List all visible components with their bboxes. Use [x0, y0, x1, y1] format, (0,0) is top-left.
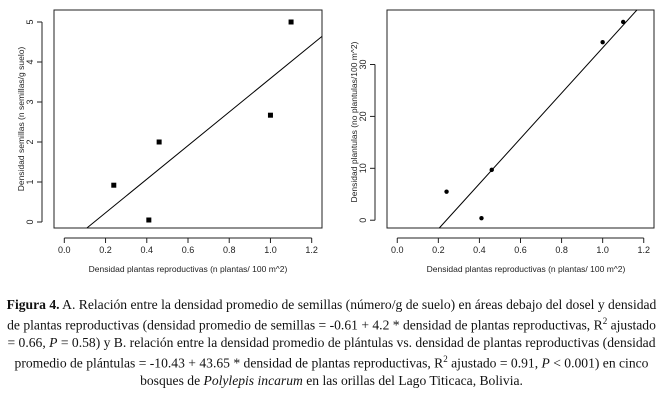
panel-a-data-point	[111, 183, 116, 188]
panel-b-x-tick-label: 0.4	[473, 245, 486, 255]
panel-a-x-tick-label: 1.0	[264, 245, 277, 255]
panel-a-x-axis-label: Densidad plantas reproductivas (n plantas/ 100 m^2)	[88, 264, 288, 274]
caption-label: Figura 4.	[6, 297, 60, 312]
panel-b-y-tick-label: 10	[358, 163, 368, 174]
panel-a-plot-box	[54, 10, 322, 228]
panel-b-y-tick-label: 30	[358, 59, 368, 70]
panel-b-x-tick-label: 0.8	[555, 245, 568, 255]
panel-b-y-tick-label: 20	[358, 111, 368, 122]
panel-a-data-point	[289, 20, 294, 25]
panel-a-y-tick-label: 3	[25, 99, 35, 105]
panel-a-x-tick-label: 1.2	[305, 245, 318, 255]
panel-b-data-point	[479, 216, 483, 220]
panel-a-fit	[87, 36, 322, 228]
panel-a-x-axis	[58, 238, 318, 255]
caption-text-1: A. Relación entre la densidad promedio de semillas (número/g de suelo) en áreas debajo del dosel y densidad de plantas reproductivas (densidad promedio de semillas = -0.61 + 4.2 * densidad de plantas reproductivas, R	[7, 297, 657, 333]
caption-species: Polylepis incarum	[203, 372, 303, 388]
panel-a-data-point	[157, 140, 162, 145]
panel-b-x-tick-label: 0.0	[391, 245, 404, 255]
panel-a-y-axis	[25, 19, 42, 224]
panel-a-x-tick-label: 0.6	[181, 245, 195, 255]
panel-a-x-tick-label: 0.8	[222, 245, 236, 255]
panel-b-data-point	[600, 40, 604, 44]
panel-b-x-tick-label: 0.2	[432, 245, 445, 255]
caption-sup-1: 2	[602, 316, 608, 327]
panel-b-x-tick-label: 1.0	[596, 245, 609, 255]
panel-a-y-tick-label: 2	[25, 139, 35, 145]
caption-sup-2: 2	[443, 354, 448, 365]
panel-a-y-tick-label: 4	[25, 59, 35, 65]
panel-a-x-tick-label: 0.2	[99, 245, 112, 255]
caption-text-4: ajustado = 0.91,	[447, 355, 542, 371]
caption-p-1: P	[49, 334, 58, 350]
panel-b-y-tick-label: 0	[358, 217, 368, 223]
panel-a-points	[111, 20, 293, 223]
panel-b-x-axis	[391, 238, 650, 255]
panel-a-y-tick-label: 1	[25, 179, 35, 185]
caption-text-5: < 0.001) en cinco bosques de	[140, 355, 649, 388]
panel-a-x-tick-label: 0.4	[140, 245, 154, 255]
panel-a-x-tick-label: 0.0	[58, 245, 71, 255]
panel-b-regression-line	[439, 10, 637, 228]
panel-a-data-point	[268, 113, 273, 118]
panel-b-x-tick-label: 1.2	[637, 245, 650, 255]
panel-a-regression-line	[87, 36, 322, 228]
panel-b-x-tick-label: 0.6	[514, 245, 527, 255]
caption-text-2: ajustado = 0.66,	[7, 317, 656, 350]
figure-caption	[6, 296, 657, 389]
panel-a-chart	[16, 10, 322, 274]
panel-a-y-tick-label: 0	[25, 219, 35, 225]
caption-text-3: = 0.58) y B. relación entre la densidad promedio de plántulas vs. densidad de plantas reproductivas (densidad promedio de plántulas = -10.43 + 43.65 * densidad de plantas reproductivas, R	[14, 334, 656, 371]
panel-b-chart	[349, 10, 654, 274]
panel-b-fit	[439, 10, 637, 228]
panel-a-y-axis-label: Densidad semillas (n semillas/g suelo)	[16, 46, 26, 192]
caption-p-2: P	[541, 355, 550, 371]
panel-b-y-axis-label: Densidad plantulas (no plantulas/100 m^2)	[349, 41, 359, 203]
caption-text-6: en las orillas del Lago Titicaca, Bolivia.	[302, 372, 523, 388]
panel-a-y-tick-label: 5	[25, 19, 35, 25]
panel-b-x-axis-label: Densidad plantas reproductivas (n plantas/ 100 m^2)	[426, 264, 626, 274]
panel-b-data-point	[444, 189, 448, 193]
panel-b-data-point	[490, 168, 494, 172]
panel-b-plot-box	[387, 10, 654, 228]
panel-b-data-point	[621, 20, 625, 24]
panel-b-y-axis	[358, 59, 375, 222]
panel-b-points	[444, 20, 625, 221]
panel-a-data-point	[146, 218, 151, 223]
